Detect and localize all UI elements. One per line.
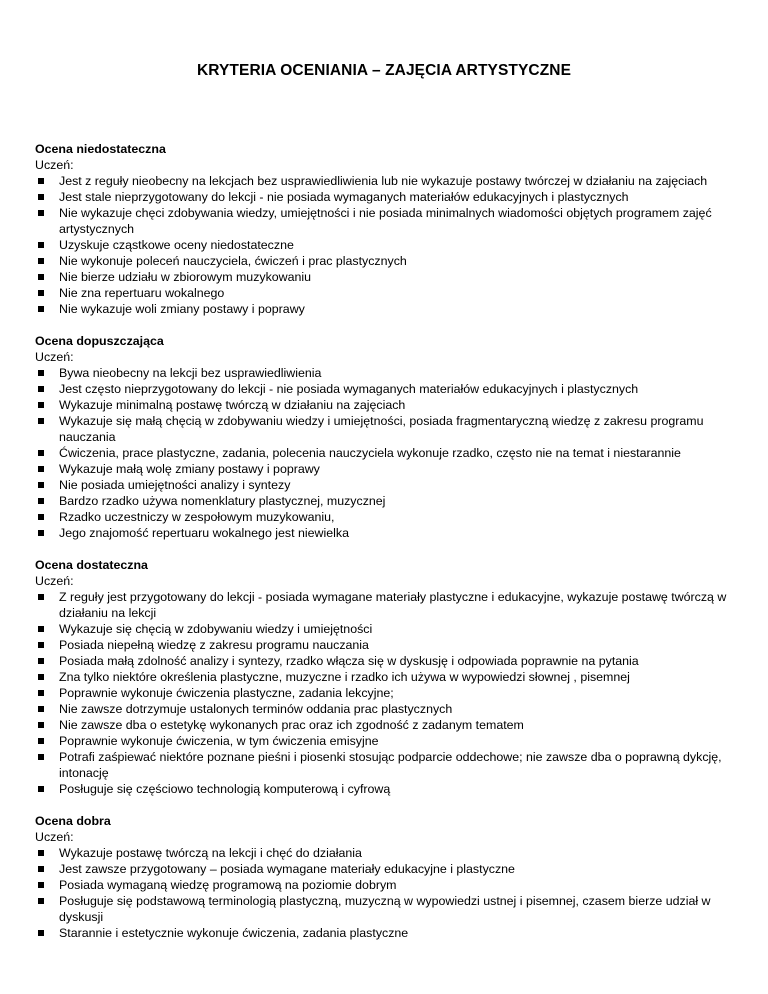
list-item bbox=[35, 701, 747, 717]
list-item-text: Nie wykonuje poleceń nauczyciela, ćwiczeń i prac plastycznych bbox=[59, 254, 407, 268]
list-item bbox=[35, 669, 747, 685]
square-bullet-icon bbox=[38, 210, 44, 216]
document-content bbox=[35, 141, 747, 957]
list-item-text: Posiada wymaganą wiedzę programową na poziomie dobrym bbox=[59, 878, 397, 892]
criteria-section bbox=[35, 333, 747, 541]
square-bullet-icon bbox=[38, 386, 44, 392]
list-item-text: Poprawnie wykonuje ćwiczenia plastyczne, zadania lekcyjne; bbox=[59, 686, 394, 700]
list-item bbox=[35, 685, 747, 701]
list-item bbox=[35, 637, 747, 653]
square-bullet-icon bbox=[38, 722, 44, 728]
list-item bbox=[35, 733, 747, 749]
list-item-text: Starannie i estetycznie wykonuje ćwiczenia, zadania plastyczne bbox=[59, 926, 409, 940]
list-item-text: Z reguły jest przygotowany do lekcji - posiada wymagane materiały plastyczne i edukacyjne, wykazuje postawę twórczą w działaniu na lekcji bbox=[59, 590, 727, 620]
list-item-text: Jest zawsze przygotowany – posiada wymagane materiały edukacyjne i plastyczne bbox=[59, 862, 515, 876]
list-item bbox=[35, 509, 747, 525]
list-item-text: Nie zna repertuaru wokalnego bbox=[59, 286, 225, 300]
list-item bbox=[35, 653, 747, 669]
section-heading: Ocena niedostateczna bbox=[35, 142, 166, 156]
square-bullet-icon bbox=[38, 658, 44, 664]
list-item bbox=[35, 717, 747, 733]
square-bullet-icon bbox=[38, 626, 44, 632]
list-item-text: Wykazuje się małą chęcią w zdobywaniu wiedzy i umiejętności, posiada fragmentaryczną wiedzę z zakresu programu nauczania bbox=[59, 414, 704, 444]
list-item bbox=[35, 621, 747, 637]
list-item bbox=[35, 893, 747, 925]
list-item bbox=[35, 781, 747, 797]
list-item bbox=[35, 445, 747, 461]
square-bullet-icon bbox=[38, 418, 44, 424]
list-item-text: Poprawnie wykonuje ćwiczenia, w tym ćwiczenia emisyjne bbox=[59, 734, 379, 748]
criteria-list bbox=[35, 365, 747, 541]
list-item-text: Wykazuje postawę twórczą na lekcji i chęć do działania bbox=[59, 846, 362, 860]
list-item-text: Wykazuje się chęcią w zdobywaniu wiedzy i umiejętności bbox=[59, 622, 373, 636]
section-intro: Uczeń: bbox=[35, 158, 74, 172]
square-bullet-icon bbox=[38, 866, 44, 872]
square-bullet-icon bbox=[38, 530, 44, 536]
square-bullet-icon bbox=[38, 594, 44, 600]
list-item bbox=[35, 269, 747, 285]
list-item bbox=[35, 845, 747, 861]
square-bullet-icon bbox=[38, 898, 44, 904]
list-item-text: Jest z reguły nieobecny na lekcjach bez usprawiedliwienia lub nie wykazuje postawy twórczej w działaniu na zajęciach bbox=[59, 174, 708, 188]
section-intro: Uczeń: bbox=[35, 574, 74, 588]
list-item-text: Nie zawsze dotrzymuje ustalonych terminów oddania prac plastycznych bbox=[59, 702, 453, 716]
list-item-text: Posługuje się częściowo technologią komputerową i cyfrową bbox=[59, 782, 391, 796]
criteria-section bbox=[35, 813, 747, 941]
list-item bbox=[35, 189, 747, 205]
square-bullet-icon bbox=[38, 306, 44, 312]
list-item bbox=[35, 173, 747, 189]
list-item bbox=[35, 301, 747, 317]
list-item bbox=[35, 253, 747, 269]
square-bullet-icon bbox=[38, 258, 44, 264]
list-item-text: Ćwiczenia, prace plastyczne, zadania, polecenia nauczyciela wykonuje rzadko, często nie na temat i niestarannie bbox=[59, 446, 681, 460]
list-item-text: Bywa nieobecny na lekcji bez usprawiedliwienia bbox=[59, 366, 322, 380]
list-item-text: Posiada niepełną wiedzę z zakresu programu nauczania bbox=[59, 638, 369, 652]
list-item bbox=[35, 461, 747, 477]
criteria-section bbox=[35, 141, 747, 317]
section-heading: Ocena dobra bbox=[35, 814, 111, 828]
list-item-text: Bardzo rzadko używa nomenklatury plastycznej, muzycznej bbox=[59, 494, 386, 508]
list-item-text: Jest często nieprzygotowany do lekcji - nie posiada wymaganych materiałów edukacyjnych i plastycznych bbox=[59, 382, 639, 396]
square-bullet-icon bbox=[38, 882, 44, 888]
list-item-text: Nie bierze udziału w zbiorowym muzykowaniu bbox=[59, 270, 312, 284]
square-bullet-icon bbox=[38, 690, 44, 696]
square-bullet-icon bbox=[38, 738, 44, 744]
list-item-text: Nie wykazuje woli zmiany postawy i poprawy bbox=[59, 302, 305, 316]
criteria-list bbox=[35, 173, 747, 317]
square-bullet-icon bbox=[38, 402, 44, 408]
list-item bbox=[35, 365, 747, 381]
square-bullet-icon bbox=[38, 370, 44, 376]
list-item-text: Wykazuje minimalną postawę twórczą w działaniu na zajęciach bbox=[59, 398, 406, 412]
square-bullet-icon bbox=[38, 450, 44, 456]
square-bullet-icon bbox=[38, 754, 44, 760]
square-bullet-icon bbox=[38, 194, 44, 200]
list-item-text: Nie wykazuje chęci zdobywania wiedzy, umiejętności i nie posiada minimalnych wiadomości objętych programem zajęć artystycznych bbox=[59, 206, 712, 236]
list-item-text: Jest stale nieprzygotowany do lekcji - nie posiada wymaganych materiałów edukacyjnych i plastycznych bbox=[59, 190, 629, 204]
section-intro: Uczeń: bbox=[35, 350, 74, 364]
list-item bbox=[35, 397, 747, 413]
square-bullet-icon bbox=[38, 482, 44, 488]
list-item bbox=[35, 493, 747, 509]
criteria-section bbox=[35, 557, 747, 797]
list-item-text: Rzadko uczestniczy w zespołowym muzykowaniu, bbox=[59, 510, 335, 524]
list-item-text: Nie posiada umiejętności analizy i syntezy bbox=[59, 478, 291, 492]
list-item bbox=[35, 237, 747, 253]
list-item bbox=[35, 749, 747, 781]
square-bullet-icon bbox=[38, 642, 44, 648]
list-item-text: Potrafi zaśpiewać niektóre poznane pieśni i piosenki stosując podparcie oddechowe; nie zawsze dba o poprawną dykcję, intonację bbox=[59, 750, 722, 780]
list-item bbox=[35, 525, 747, 541]
square-bullet-icon bbox=[38, 274, 44, 280]
list-item bbox=[35, 285, 747, 301]
criteria-list bbox=[35, 845, 747, 941]
list-item-text: Wykazuje małą wolę zmiany postawy i poprawy bbox=[59, 462, 320, 476]
list-item bbox=[35, 925, 747, 941]
list-item-text: Uzyskuje cząstkowe oceny niedostateczne bbox=[59, 238, 294, 252]
document-title: KRYTERIA OCENIANIA – ZAJĘCIA ARTYSTYCZNE bbox=[196, 62, 572, 79]
square-bullet-icon bbox=[38, 514, 44, 520]
list-item bbox=[35, 413, 747, 445]
square-bullet-icon bbox=[38, 706, 44, 712]
list-item bbox=[35, 381, 747, 397]
list-item-text: Posługuje się podstawową terminologią plastyczną, muzyczną w wypowiedzi ustnej i pisemnej, czasem bierze udział w dyskusji bbox=[59, 894, 711, 924]
list-item bbox=[35, 205, 747, 237]
section-heading: Ocena dostateczna bbox=[35, 558, 148, 572]
square-bullet-icon bbox=[38, 786, 44, 792]
list-item-text: Zna tylko niektóre określenia plastyczne, muzyczne i rzadko ich używa w wypowiedzi słownej , pisemnej bbox=[59, 670, 630, 684]
square-bullet-icon bbox=[38, 178, 44, 184]
list-item bbox=[35, 861, 747, 877]
square-bullet-icon bbox=[38, 850, 44, 856]
list-item-text: Nie zawsze dba o estetykę wykonanych prac oraz ich zgodność z zadanym tematem bbox=[59, 718, 524, 732]
list-item bbox=[35, 589, 747, 621]
square-bullet-icon bbox=[38, 466, 44, 472]
list-item-text: Posiada małą zdolność analizy i syntezy, rzadko włącza się w dyskusję i odpowiada poprawnie na pytania bbox=[59, 654, 639, 668]
square-bullet-icon bbox=[38, 930, 44, 936]
square-bullet-icon bbox=[38, 242, 44, 248]
list-item bbox=[35, 477, 747, 493]
square-bullet-icon bbox=[38, 290, 44, 296]
list-item bbox=[35, 877, 747, 893]
list-item-text: Jego znajomość repertuaru wokalnego jest niewielka bbox=[59, 526, 349, 540]
square-bullet-icon bbox=[38, 674, 44, 680]
square-bullet-icon bbox=[38, 498, 44, 504]
section-intro: Uczeń: bbox=[35, 830, 74, 844]
section-heading: Ocena dopuszczająca bbox=[35, 334, 164, 348]
criteria-list bbox=[35, 589, 747, 797]
